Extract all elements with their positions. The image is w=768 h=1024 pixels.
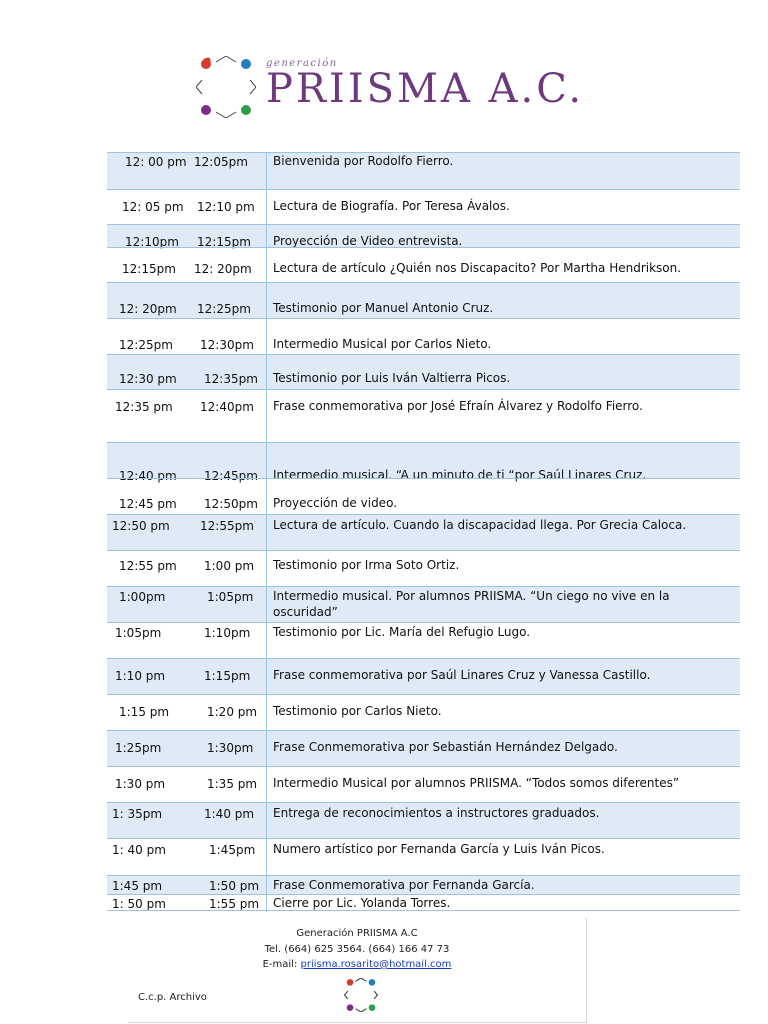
- start-time: 12:55 pm: [119, 559, 177, 573]
- table-bottom-border: [107, 910, 740, 911]
- table-row: [107, 586, 740, 622]
- end-time: 1:05pm: [207, 590, 254, 604]
- activity-description: Numero artístico por Fernanda García y Luis Iván Picos.: [273, 842, 605, 856]
- table-row: [107, 622, 740, 658]
- column-divider: [266, 695, 267, 730]
- footer: [128, 918, 587, 1023]
- activity-description: Frase Conmemorativa por Fernanda García.: [273, 878, 535, 892]
- activity-description: Lectura de artículo. Cuando la discapacidad llega. Por Grecia Caloca.: [273, 518, 687, 532]
- start-time: 1: 50 pm: [112, 897, 166, 911]
- start-time: 12:10pm: [125, 235, 179, 249]
- table-row: [107, 478, 740, 514]
- end-time: 12:45pm: [204, 469, 258, 483]
- start-time: 12:50 pm: [112, 519, 170, 533]
- table-row: [107, 766, 740, 802]
- column-divider: [266, 355, 267, 389]
- column-divider: [266, 767, 267, 802]
- start-time: 1:00pm: [119, 590, 166, 604]
- table-row: [107, 442, 740, 483]
- column-divider: [266, 515, 267, 550]
- start-time: 1:15 pm: [119, 705, 170, 719]
- activity-description: Entrega de reconocimientos a instructores graduados.: [273, 806, 600, 820]
- activity-description: Bienvenida por Rodolfo Fierro.: [273, 154, 454, 168]
- activity-description: Frase Conmemorativa por Sebastián Hernández Delgado.: [273, 740, 618, 754]
- end-time: 12:55pm: [200, 519, 254, 533]
- start-time: 12:15pm: [122, 262, 176, 276]
- activity-description: Intermedio musical. “A un minuto de ti “por Saúl Linares Cruz.: [273, 468, 647, 482]
- end-time: 1:15pm: [204, 669, 251, 683]
- start-time: 12:25pm: [119, 338, 173, 352]
- footer-email-label: E-mail:: [262, 959, 298, 970]
- column-divider: [266, 551, 267, 586]
- end-time: 12:35pm: [204, 372, 258, 386]
- table-row: [107, 550, 740, 586]
- activity-description: Lectura de artículo ¿Quién nos Discapacito? Por Martha Hendrikson.: [273, 261, 682, 275]
- table-row: [107, 354, 740, 389]
- end-time: 12:05pm: [194, 155, 248, 169]
- activity-description: Testimonio por Irma Soto Ortiz.: [273, 558, 460, 572]
- end-time: 12:30pm: [200, 338, 254, 352]
- start-time: 1:25pm: [115, 741, 162, 755]
- end-time: 1:45pm: [209, 843, 256, 857]
- end-time: 12: 20pm: [194, 262, 252, 276]
- table-row: [107, 224, 740, 247]
- activity-description: Testimonio por Lic. María del Refugio Lugo.: [273, 625, 531, 639]
- column-divider: [266, 623, 267, 658]
- header-logo: [196, 56, 596, 126]
- footer-phone: Tel. (664) 625 3564. (664) 166 47 73: [264, 944, 450, 955]
- column-divider: [266, 225, 267, 247]
- activity-description: Testimonio por Luis Iván Valtierra Picos.: [273, 371, 511, 385]
- activity-description: Frase conmemorativa por José Efraín Álvarez y Rodolfo Fierro.: [273, 399, 643, 413]
- activity-description: Intermedio Musical por alumnos PRIISMA. “Todos somos diferentes”: [273, 776, 680, 790]
- end-time: 1:00 pm: [204, 559, 255, 573]
- activity-description: Intermedio musical. Por alumnos PRIISMA. “Un ciego no vive en la oscuridad”: [273, 589, 670, 619]
- logo-title: PRIISMA A.C.: [266, 66, 585, 112]
- column-divider: [266, 876, 267, 894]
- footer-email-link[interactable]: priisma.rosarito@hotmail.com: [300, 959, 452, 970]
- table-row: [107, 318, 740, 354]
- start-time: 1:45 pm: [112, 879, 163, 893]
- start-time: 12:35 pm: [115, 400, 173, 414]
- activity-description: Frase conmemorativa por Saúl Linares Cruz y Vanessa Castillo.: [273, 668, 651, 682]
- activity-description: Testimonio por Carlos Nieto.: [273, 704, 442, 718]
- activity-description: Proyección de Video entrevista.: [273, 234, 463, 248]
- footer-email-line: [128, 959, 586, 970]
- end-time: 12:15pm: [197, 235, 251, 249]
- activity-description: Lectura de Biografía. Por Teresa Ávalos.: [273, 199, 510, 213]
- column-divider: [266, 659, 267, 694]
- start-time: 1:10 pm: [115, 669, 166, 683]
- column-divider: [266, 390, 267, 442]
- priisma-logo-icon: [196, 56, 256, 118]
- column-divider: [266, 803, 267, 838]
- end-time: 12:10 pm: [197, 200, 255, 214]
- end-time: 1:40 pm: [204, 807, 255, 821]
- start-time: 12:40 pm: [119, 469, 177, 483]
- end-time: 1:55 pm: [209, 897, 260, 911]
- start-time: 12: 05 pm: [122, 200, 184, 214]
- start-time: 1: 40 pm: [112, 843, 166, 857]
- table-row: [107, 875, 740, 894]
- start-time: 12:30 pm: [119, 372, 177, 386]
- table-row: [107, 694, 740, 730]
- table-row: [107, 247, 740, 282]
- table-row: [107, 282, 740, 318]
- start-time: 1:30 pm: [115, 777, 166, 791]
- footer-org: Generación PRIISMA A.C: [296, 928, 418, 939]
- start-time: 12: 00 pm: [125, 155, 187, 169]
- table-row: [107, 802, 740, 838]
- column-divider: [266, 479, 267, 514]
- activity-description: Intermedio Musical por Carlos Nieto.: [273, 337, 492, 351]
- activity-description: Testimonio por Manuel Antonio Cruz.: [273, 301, 494, 315]
- table-row: [107, 152, 740, 189]
- column-divider: [266, 731, 267, 766]
- end-time: 1:50 pm: [209, 879, 260, 893]
- start-time: 12:45 pm: [119, 497, 177, 511]
- table-row: [107, 730, 740, 766]
- schedule-table: [107, 152, 740, 912]
- table-row: [107, 658, 740, 694]
- column-divider: [266, 587, 267, 622]
- column-divider: [266, 190, 267, 224]
- end-time: 1:30pm: [207, 741, 254, 755]
- activity-description: Cierre por Lic. Yolanda Torres.: [273, 896, 451, 910]
- activity-description: Proyección de video.: [273, 496, 398, 510]
- start-time: 1:05pm: [115, 626, 162, 640]
- table-row: [107, 189, 740, 224]
- start-time: 12: 20pm: [119, 302, 177, 316]
- table-row: [107, 514, 740, 550]
- column-divider: [266, 443, 267, 478]
- priisma-small-logo-icon: [344, 978, 378, 1012]
- end-time: 1:35 pm: [207, 777, 258, 791]
- end-time: 12:25pm: [197, 302, 251, 316]
- footer-ccp: C.c.p. Archivo: [138, 992, 207, 1003]
- table-row: [107, 838, 740, 875]
- end-time: 1:10pm: [204, 626, 251, 640]
- logo-subtitle: generación: [266, 58, 338, 69]
- column-divider: [266, 248, 267, 282]
- column-divider: [266, 153, 267, 189]
- end-time: 12:40pm: [200, 400, 254, 414]
- column-divider: [266, 319, 267, 354]
- column-divider: [266, 283, 267, 318]
- column-divider: [266, 839, 267, 875]
- start-time: 1: 35pm: [112, 807, 163, 821]
- end-time: 1:20 pm: [207, 705, 258, 719]
- table-row: [107, 389, 740, 442]
- end-time: 12:50pm: [204, 497, 258, 511]
